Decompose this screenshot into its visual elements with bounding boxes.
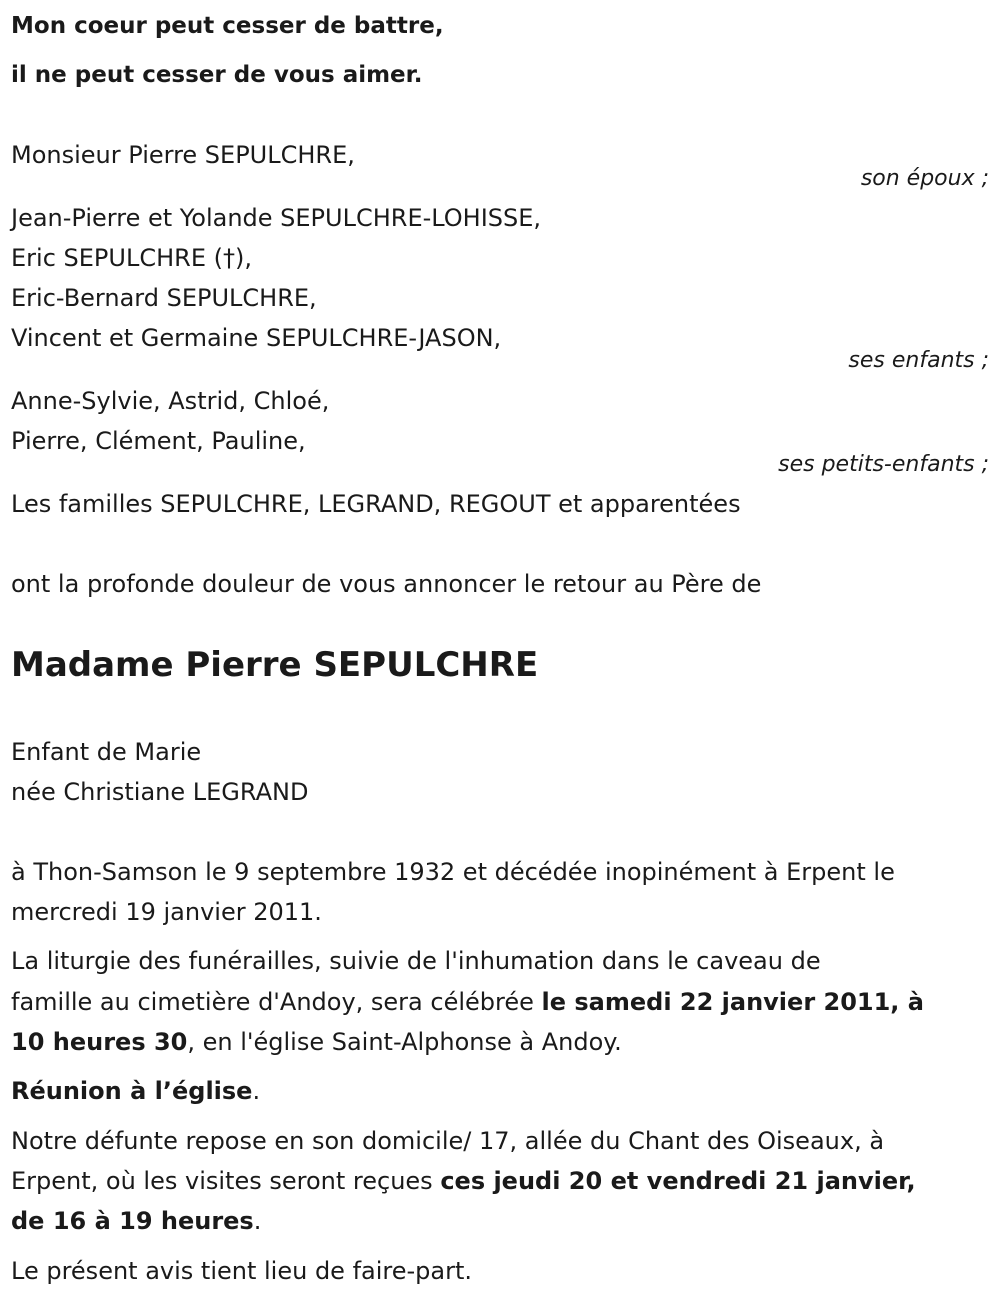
visits-line-2-text: Erpent, où les visites seront reçues: [11, 1167, 441, 1195]
announcement: ont la profonde douleur de vous annoncer le retour au Père de: [11, 570, 762, 598]
meeting-bold: Réunion à l’église: [11, 1077, 253, 1105]
liturgy-line-2: [11, 987, 924, 1017]
child-4: Vincent et Germaine SEPULCHRE-JASON,: [11, 324, 502, 352]
liturgy-line-2-text: famille au cimetière d'Andoy, sera célébrée: [11, 988, 542, 1016]
child-3: Eric-Bernard SEPULCHRE,: [11, 284, 317, 312]
visits-line-3-text: .: [253, 1207, 262, 1235]
liturgy-date: le samedi 22 janvier 2011, à: [541, 988, 924, 1016]
child-2: Eric SEPULCHRE (†),: [11, 244, 252, 272]
spouse-name: Monsieur Pierre SEPULCHRE,: [11, 141, 355, 169]
visits-hours: de 16 à 19 heures: [11, 1207, 254, 1235]
birth-death-line-2: mercredi 19 janvier 2011.: [11, 898, 322, 926]
families-line: Les familles SEPULCHRE, LEGRAND, REGOUT et apparentées: [11, 490, 741, 518]
birth-death-line-1: à Thon-Samson le 9 septembre 1932 et décédée inopinément à Erpent le: [11, 858, 895, 886]
liturgy-line-3-text: , en l'église Saint-Alphonse à Andoy.: [187, 1028, 622, 1056]
deceased-line-1: Enfant de Marie: [11, 738, 202, 766]
meeting-text: .: [252, 1077, 261, 1105]
liturgy-line-1: La liturgie des funérailles, suivie de l'inhumation dans le caveau de: [11, 947, 821, 975]
children-role: ses enfants ;: [848, 348, 989, 373]
liturgy-time: 10 heures 30: [11, 1028, 188, 1056]
child-1: Jean-Pierre et Yolande SEPULCHRE-LOHISSE,: [11, 204, 542, 232]
deceased-name: Madame Pierre SEPULCHRE: [11, 645, 539, 685]
grandchildren-role: ses petits-enfants ;: [778, 452, 989, 477]
liturgy-line-3: [11, 1027, 622, 1057]
visits-line-3: [11, 1206, 261, 1236]
epigraph-line-1: Mon coeur peut cesser de battre,: [11, 13, 444, 39]
grandchildren-2: Pierre, Clément, Pauline,: [11, 427, 306, 455]
deceased-line-2: née Christiane LEGRAND: [11, 778, 309, 806]
visits-line-2: [11, 1166, 916, 1196]
closing-line: Le présent avis tient lieu de faire-part.: [11, 1257, 473, 1285]
visits-dates: ces jeudi 20 et vendredi 21 janvier,: [440, 1167, 916, 1195]
visits-line-1: Notre défunte repose en son domicile/ 17, allée du Chant des Oiseaux, à: [11, 1127, 885, 1155]
grandchildren-1: Anne-Sylvie, Astrid, Chloé,: [11, 387, 330, 415]
meeting-line: [11, 1076, 260, 1106]
spouse-role: son époux ;: [860, 166, 989, 191]
epigraph-line-2: il ne peut cesser de vous aimer.: [11, 62, 423, 88]
